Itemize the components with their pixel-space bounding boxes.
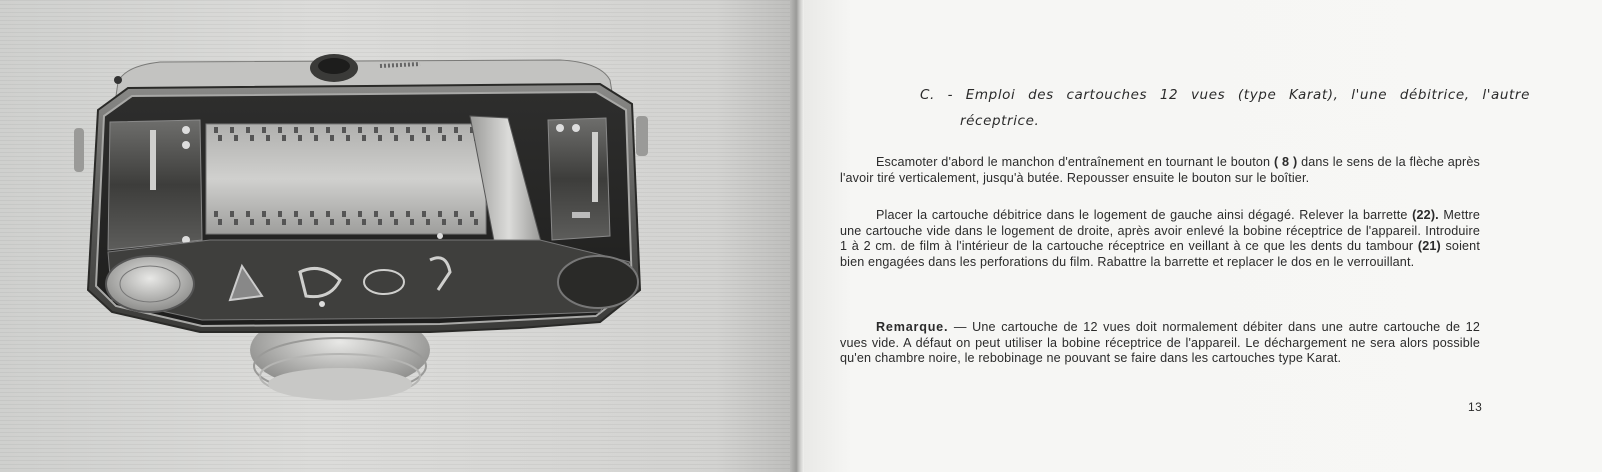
paragraph-2-text-b: Mettre une cartouche vide dans le logement de droite, après avoir enlevé la bobine réceptrice de l'appareil. Introduire 1 à 2 cm. de film à l'intérieur de la cartouche réceptrice en veillant à ce que les dents du tambour [840,208,1480,253]
reference-21: (21) [1417,239,1441,253]
section-heading [920,82,1530,134]
remarque-text: — Une cartouche de 12 vues doit normalement débiter dans une autre cartouche de 12 vues vide. A défaut on peut utiliser la bobine réceptrice de l'appareil. Le déchargement ne sera alors possible qu'en chambre noire, le rebobinage ne pouvant se faire dans les cartouches type Karat. [840,320,1480,365]
paragraph-2-text-c: soient bien engagées dans les perforations du film. Rabattre la barrette et replacer le dos en le verrouillant. [840,239,1480,269]
paragraph-1-text-end: dans le sens de la flèche après l'avoir tiré verticalement, jusqu'à butée. Repousser ensuite le bouton sur le boîtier. [840,155,1480,185]
reference-8: ( 8 ) [1273,155,1298,169]
paragraph-2-text-a: Placer la cartouche débitrice dans le logement de gauche ainsi dégagé. Relever la barrette [876,208,1408,222]
film-strip [206,124,486,234]
remarque-label: Remarque. [876,320,949,334]
takeup-spool [106,256,194,312]
section-heading-line2: réceptrice. [960,113,1040,129]
left-page [0,0,796,472]
right-cartridge-chamber [548,118,610,240]
reference-22: (22). [1412,208,1439,222]
section-heading-line1: C. - Emploi des cartouches 12 vues (type Karat), l'une débitrice, l'autre [920,87,1530,103]
left-cartridge-chamber [108,120,202,250]
paragraph-1 [840,155,1480,186]
paragraph-2 [840,208,1480,270]
paragraph-1-text: Escamoter d'abord le manchon d'entraînement en tournant le bouton [876,155,1271,169]
remarque-paragraph [840,320,1480,367]
page-number: 13 [1468,400,1483,414]
right-page [804,0,1602,472]
book-gutter [790,0,804,472]
camera-photo [0,0,796,472]
